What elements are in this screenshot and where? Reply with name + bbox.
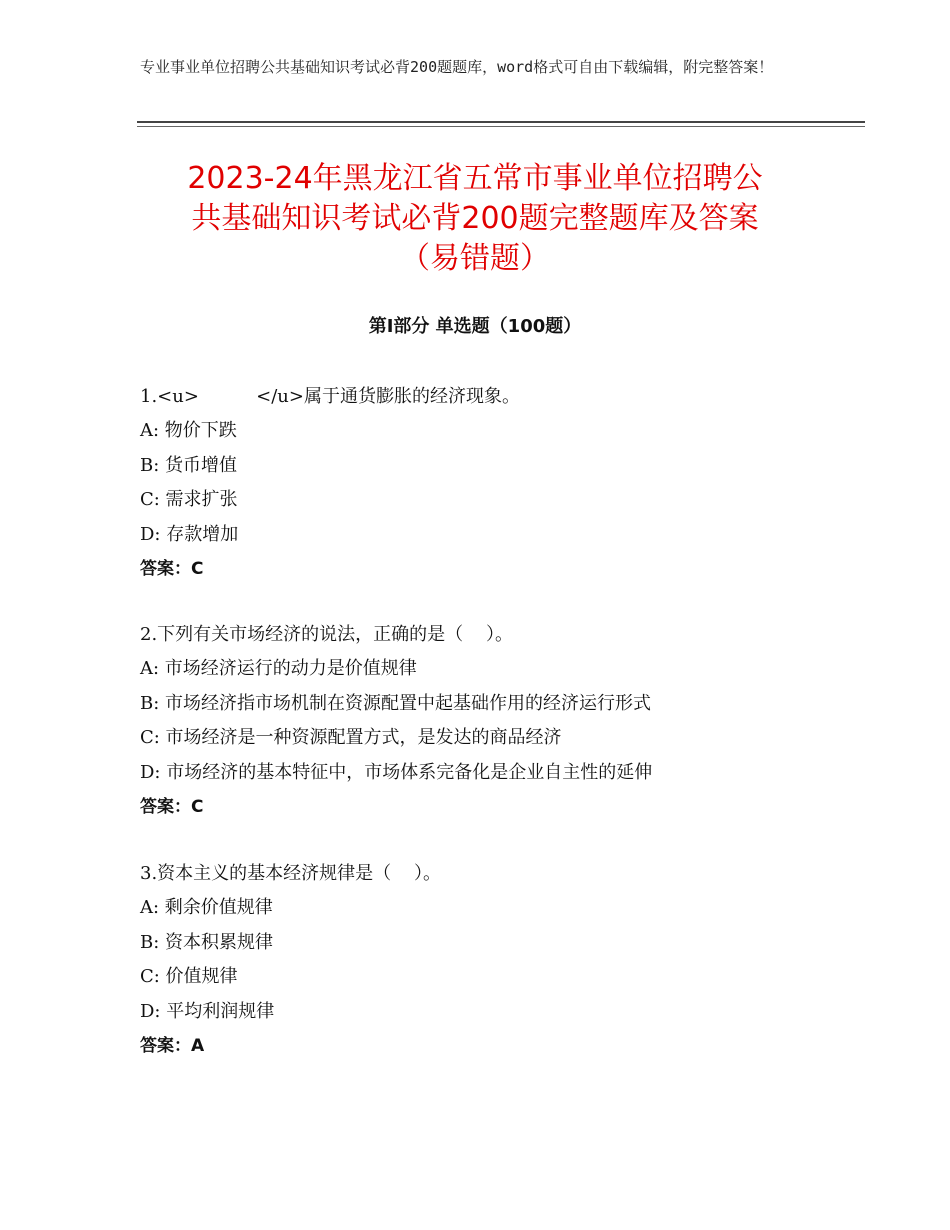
option-d: D: 存款增加 [140,523,239,545]
header-rule-thick [137,121,865,123]
question-3 [140,857,820,1063]
option-b: B: 市场经济指市场机制在资源配置中起基础作用的经济运行形式 [140,692,652,714]
title-line-2: 共基础知识考试必背200题完整题库及答案 [191,201,759,236]
header-note: 专业事业单位招聘公共基础知识考试必背200题题库，word格式可自由下载编辑，附完整答案！ [140,58,774,76]
question-stem: 1.<u> </u>属于通货膨胀的经济现象。 [140,386,520,407]
option-d: D: 市场经济的基本特征中，市场体系完备化是企业自主性的延伸 [140,761,653,783]
title-line-1: 2023-24年黑龙江省五常市事业单位招聘公 [187,161,763,196]
title-line-3: （易错题） [400,241,550,276]
option-a: A: 剩余价值规律 [140,897,273,919]
option-a: A: 物价下跌 [140,420,237,442]
option-b: B: 资本积累规律 [140,931,274,953]
option-b: B: 货币增值 [140,454,238,476]
question-stem: 2.下列有关市场经济的说法，正确的是（ ）。 [140,624,514,645]
answer: 答案：C [140,558,204,579]
answer: 答案：A [140,1035,205,1056]
option-a: A: 市场经济运行的动力是价值规律 [140,658,417,680]
option-d: D: 平均利润规律 [140,1000,275,1022]
option-c: C: 市场经济是一种资源配置方式，是发达的商品经济 [140,727,562,749]
question-1 [140,380,820,586]
section-title: 第Ⅰ部分 单选题（100题） [368,316,582,337]
option-c: C: 价值规律 [140,966,238,988]
question-stem: 3.资本主义的基本经济规律是（ ）。 [140,863,442,884]
header-rule-thin [137,126,865,127]
question-2 [140,618,820,824]
option-c: C: 需求扩张 [140,489,238,511]
answer: 答案：C [140,796,204,817]
document-title [137,159,813,279]
